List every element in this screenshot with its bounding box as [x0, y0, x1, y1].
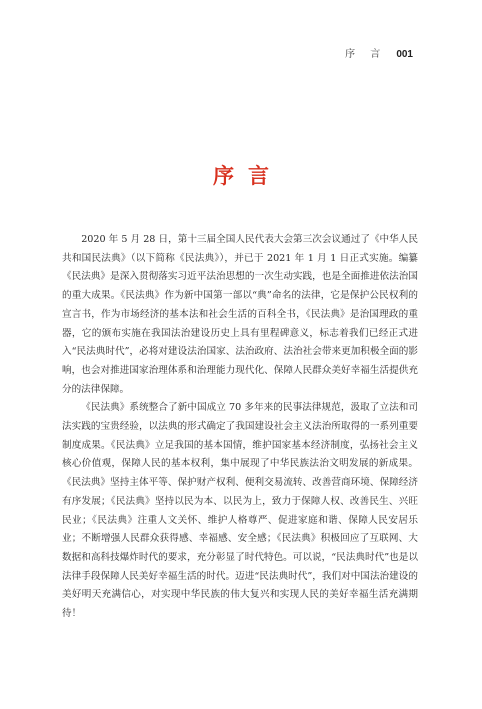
- running-header: [345, 45, 413, 60]
- paragraph: 《民法典》系统整合了新中国成立 70 多年来的民事法律规范，汲取了立法和司法实践的宝贵经验，以法典的形式确定了我国建设社会主义法治所取得的一系列重要制度成果。《民法典》立足我国的基本国情，维护国家基本经济制度，弘扬社会主义核心价值观，保障人民的基本权利，集中展现了中华民族法治文明发展的新成果。《民法典》坚持主体平等、保护财产权利、便利交易流转、改善营商环境、保障经济有序发展；《民法典》坚持以民为本、以民为上，致力于保障人权、改善民生、兴旺民业；《民法典》注重人文关怀、维护人格尊严、促进家庭和谐、保障人民安居乐业；不断增强人民群众获得感、幸福感、安全感；《民法典》积极回应了互联网、大数据和高科技爆炸时代的要求，充分彰显了时代特色。可以说，“民法典时代”也是以法律手段保障人民美好幸福生活的时代。迈进“民法典时代”，我们对中国法治建设的美好明天充满信心，对实现中华民族的伟大复兴和实现人民的美好幸福生活充满期待！: [62, 402, 418, 620]
- page-number: 001: [396, 49, 413, 60]
- body-text: [62, 231, 418, 624]
- paragraph: 2020 年 5 月 28 日，第十三届全国人民代表大会第三次会议通过了《中华人民共和国民法典》（以下简称《民法典》），并已于 2021 年 1 月 1 日正式实施。编纂《民法典》是深入贯彻落实习近平法治思想的一次生动实践，也是全面推进依法治国的重大成果。《民法典》作为新中国第一部以“典”命名的法律，它是保护公民权利的宣言书，作为市场经济的基本法和社会生活的百科全书，《民法典》是治国理政的重器，它的颁布实施在我国法治建设历史上具有里程碑意义，标志着我们已经正式进入“民法典时代”，必将对建设法治国家、法治政府、法治社会带来更加积极全面的影响，也会对推进国家治理体系和治理能力现代化、保障人民群众美好幸福生活提供充分的法律保障。: [62, 234, 418, 395]
- page-title: 序言: [213, 163, 283, 188]
- running-header-title: 序 言: [345, 49, 387, 60]
